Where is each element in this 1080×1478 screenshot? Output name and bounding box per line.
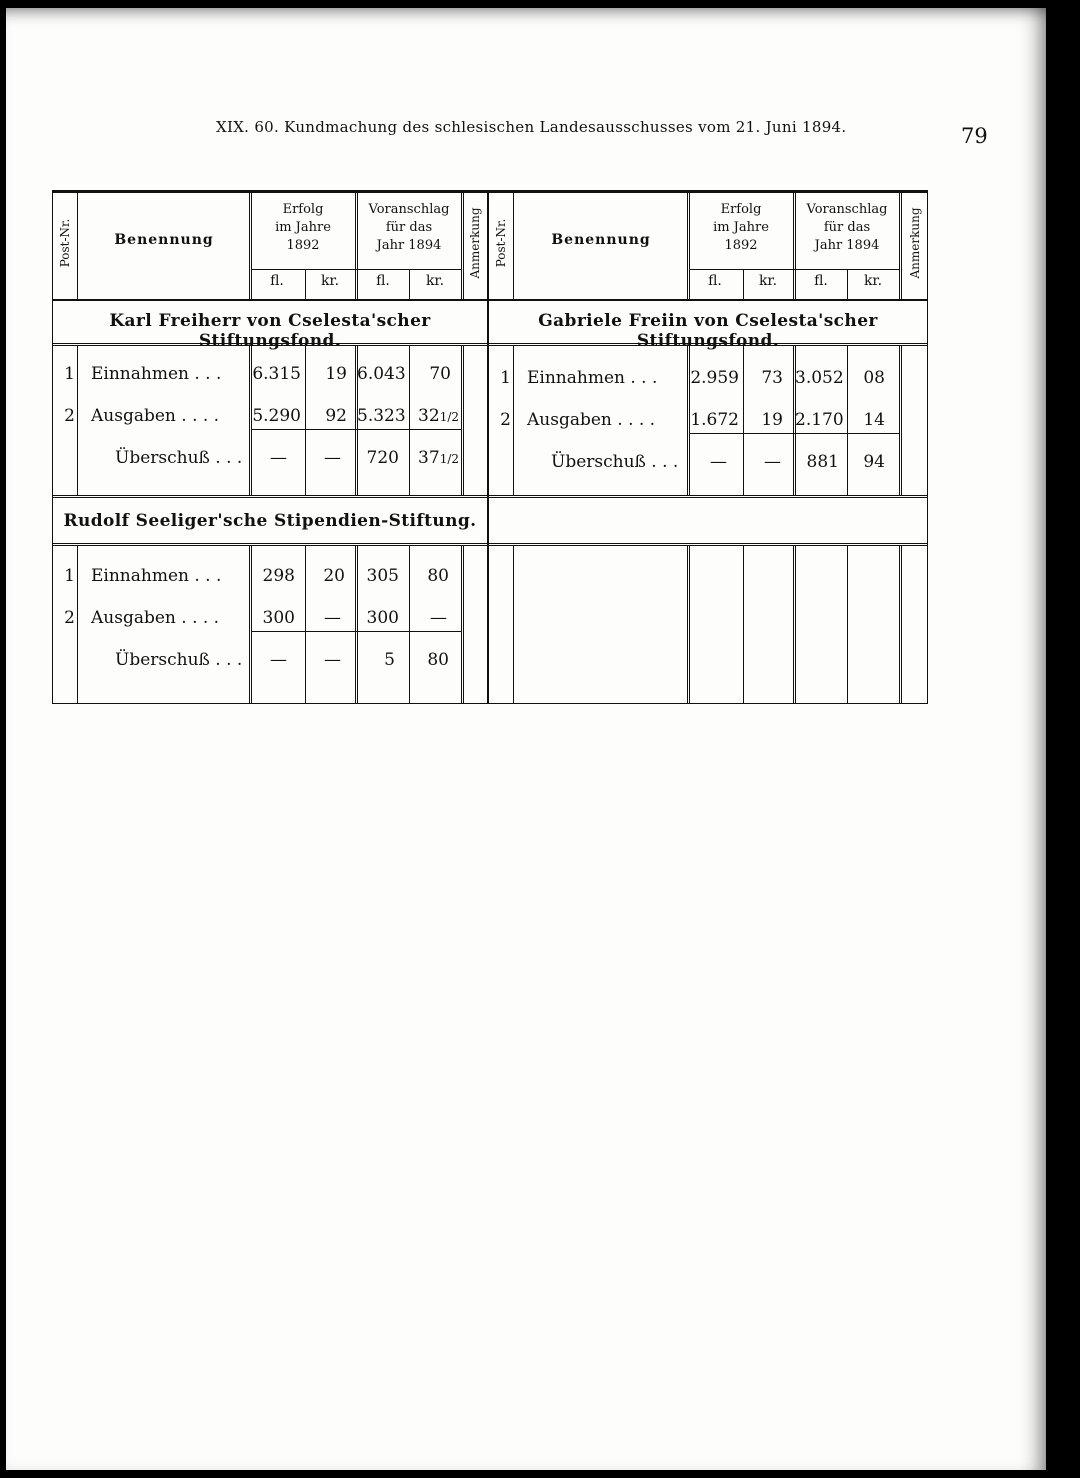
voranschlag-header: Voranschlag für das Jahr 1894 [806,202,888,253]
right-half [489,193,927,703]
column-header [53,193,487,301]
table-row: 2 Ausgaben . . . . 1.672 19 2.170 14 [500,410,885,430]
section-rule [53,343,487,346]
anmerkung-header: Anmerkung [908,207,922,279]
unit-kr: kr. [863,273,883,289]
post-nr-header: Post-Nr. [494,218,508,268]
table-row: 2 Ausgaben . . . . 5.290 92 5.323 321/2 [64,406,459,426]
running-head: XIX. 60. Kundmachung des schlesischen Landesausschusses vom 21. Juni 1894. [216,118,847,136]
unit-fl: fl. [814,273,828,289]
unit-kr: kr. [758,273,778,289]
unit-kr: kr. [425,273,445,289]
post-nr-header: Post-Nr. [58,218,72,268]
fund-title: Gabriele Freiin von Cselesta'scher Stiftungsfond. [538,311,878,351]
table-row: 1 Einnahmen . . . 298 20 305 80 [64,566,449,586]
table-row-total: Überschuß . . . — — 720 371/2 [115,448,459,468]
unit-fl: fl. [708,273,722,289]
benennung-header: Benennung [551,232,651,248]
unit-fl: fl. [270,273,284,289]
left-half [53,193,487,703]
fund-title: Karl Freiherr von Cselesta'scher Stiftungsfond. [109,311,431,351]
benennung-header: Benennung [114,232,214,248]
column-header [489,193,927,301]
page-number: 79 [961,124,988,148]
document-page [6,8,1046,1470]
table-row: 2 Ausgaben . . . . 300 — 300 — [64,608,447,628]
table-row: 1 Einnahmen . . . 6.315 19 6.043 70 [64,364,451,384]
table-row-total: Überschuß . . . — — 881 94 [551,452,885,472]
table-row: 1 Einnahmen . . . 2.959 73 3.052 08 [500,368,885,388]
unit-fl: fl. [376,273,390,289]
fund-title: Rudolf Seeliger'sche Stipendien-Stiftung. [63,511,477,531]
table-row-total: Überschuß . . . — — 5 80 [115,650,449,670]
erfolg-header: Erfolg im Jahre 1892 [713,202,769,253]
fund-table [52,190,928,704]
voranschlag-header: Voranschlag für das Jahr 1894 [368,202,450,253]
unit-kr: kr. [320,273,340,289]
anmerkung-header: Anmerkung [468,207,482,279]
erfolg-header: Erfolg im Jahre 1892 [275,202,331,253]
